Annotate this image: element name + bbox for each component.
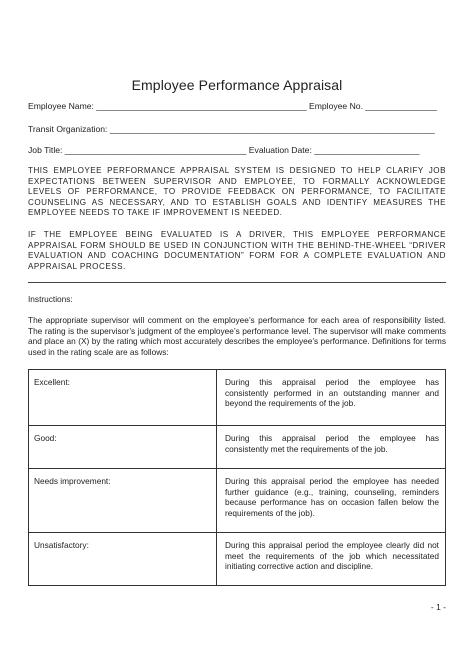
- rating-definition: During this appraisal period the employee has needed further guidance (e.g., training, counseling, reminders because performance has on occasion fallen below the requirements of the job).: [217, 469, 446, 533]
- page-number: - 1 -: [430, 602, 446, 612]
- rating-term: Unsatisfactory:: [29, 533, 217, 586]
- table-row: [29, 533, 446, 586]
- rating-definition: During this appraisal period the employee has consistently performed in an outstanding manner and beyond the requirements of the job.: [217, 370, 446, 426]
- rating-scale-table: [28, 369, 446, 586]
- rating-term: Needs improvement:: [29, 469, 217, 533]
- instructions-text: The appropriate supervisor will comment on the employee’s performance for each area of responsibility listed. The rating is the supervisor’s judgment of the employee’s performance level. The supervisor will make comments and place an (X) by the rating which most accurately describes the employee’s performance. Definitions for terms used in the rating scale are as follows:: [28, 315, 446, 357]
- table-row: [29, 469, 446, 533]
- transit-organization-field-line: Transit Organization: ____________________________________________________________________: [28, 124, 435, 134]
- employee-name-field-line: Employee Name: ____________________________________________ Employee No. _______________: [28, 101, 438, 111]
- rating-term: Excellent:: [29, 370, 217, 426]
- rating-definition: During this appraisal period the employee clearly did not meet the requirements of the job which necessitated initiating corrective action and discipline.: [217, 533, 446, 586]
- job-title-field-line: Job Title: ______________________________________ Evaluation Date: ______________________: [28, 145, 420, 155]
- rating-definition: During this appraisal period the employee has consistently met the requirements of the job.: [217, 426, 446, 469]
- driver-paragraph: IF THE EMPLOYEE BEING EVALUATED IS A DRIVER, THIS EMPLOYEE PERFORMANCE APPRAISAL FORM SHOULD BE USED IN CONJUNCTION WITH THE BEHIND-THE-WHEEL “DRIVER EVALUATION AND COACHING DOCUMENTATION” FORM FOR A COMPLETE EVALUATION AND APPRAISAL PROCESS.: [28, 230, 446, 271]
- purpose-paragraph: THIS EMPLOYEE PERFORMANCE APPRAISAL SYSTEM IS DESIGNED TO HELP CLARIFY JOB EXPECTATIONS BETWEEN SUPERVISOR AND EMPLOYEE, TO FORMALLY ACKNOWLEDGE LEVELS OF PERFORMANCE, TO PROVIDE FEEDBACK ON PERFORMANCE, TO FACILITATE COUNSELING AS NECESSARY, AND TO ESTABLISH GOALS AND IDENTIFY MEASURES THE EMPLOYEE NEEDS TO TAKE IF IMPROVEMENT IS NEEDED.: [28, 166, 446, 218]
- section-divider: [28, 282, 446, 283]
- table-row: [29, 370, 446, 426]
- table-row: [29, 426, 446, 469]
- page-title: Employee Performance Appraisal: [131, 77, 343, 93]
- rating-term: Good:: [29, 426, 217, 469]
- instructions-label: Instructions:: [28, 294, 73, 304]
